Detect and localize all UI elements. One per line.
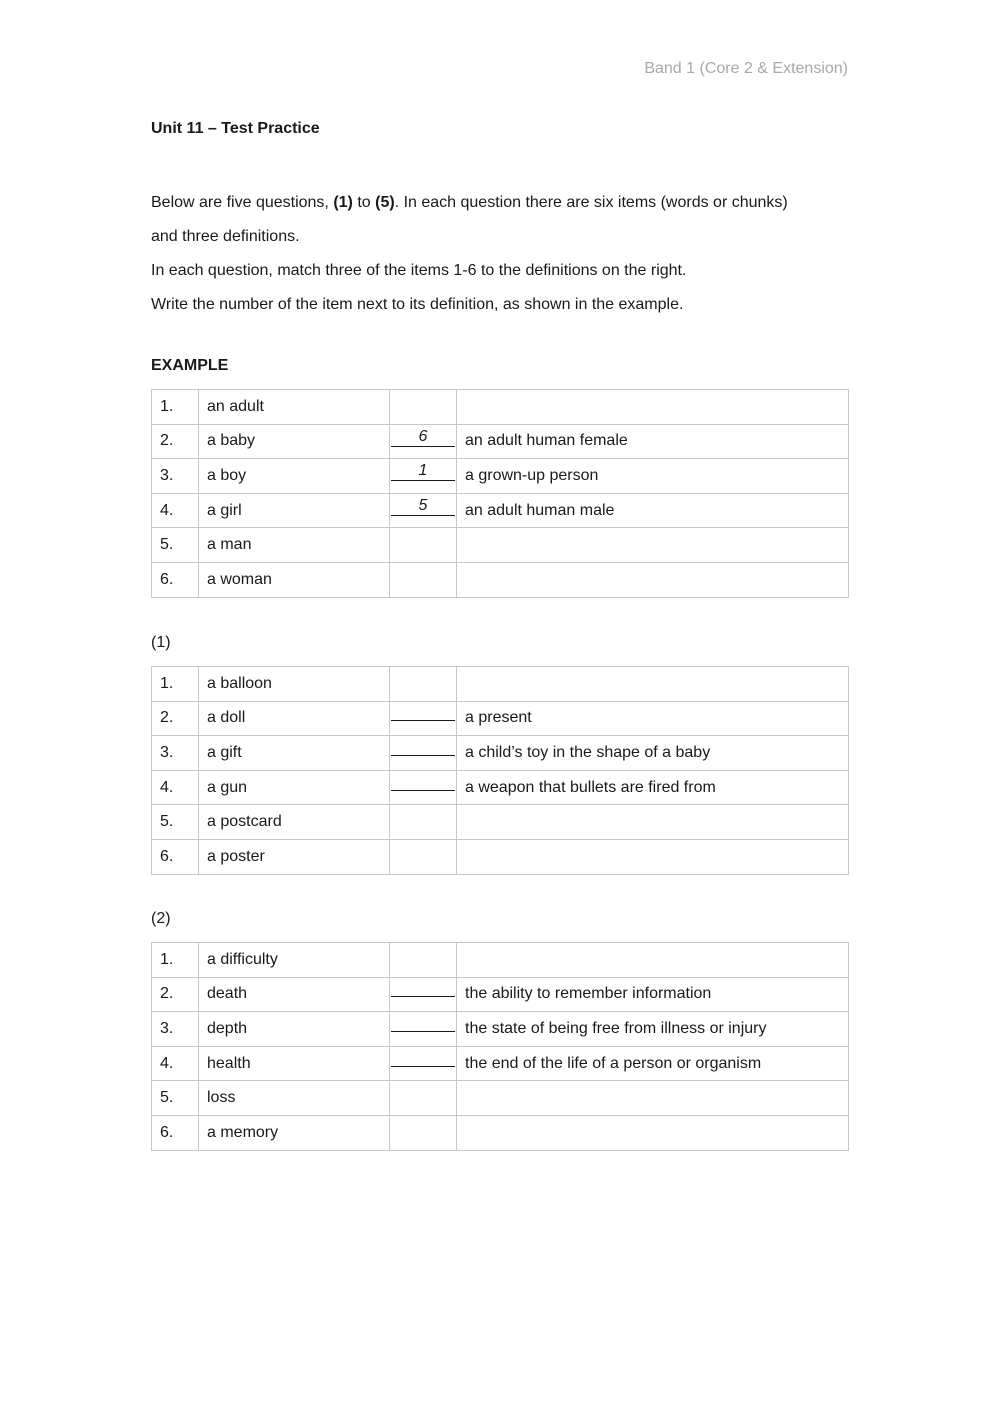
item-text: a gun <box>199 770 390 805</box>
answer-cell <box>390 459 457 494</box>
item-number: 5. <box>152 528 199 563</box>
answer-blank: 6 <box>391 428 455 447</box>
instruction-text: . In each question there are six items (words or chunks) <box>394 194 788 211</box>
table-row <box>152 943 849 978</box>
example-label: EXAMPLE <box>151 357 229 374</box>
answer-cell <box>390 390 457 425</box>
answer-cell <box>390 1046 457 1081</box>
instruction-line-1 <box>151 186 851 220</box>
definition <box>457 1115 849 1150</box>
answer-cell <box>390 562 457 597</box>
item-number: 5. <box>152 1081 199 1116</box>
table-row <box>152 424 849 459</box>
answer-cell <box>390 528 457 563</box>
table-row <box>152 839 849 874</box>
item-number: 3. <box>152 1012 199 1047</box>
item-number: 1. <box>152 943 199 978</box>
definition: a weapon that bullets are fired from <box>457 770 849 805</box>
item-number: 3. <box>152 459 199 494</box>
table-row <box>152 562 849 597</box>
definition: an adult human female <box>457 424 849 459</box>
answer-cell <box>390 977 457 1012</box>
answer-blank[interactable] <box>391 978 455 997</box>
table-row <box>152 528 849 563</box>
instruction-line-3: In each question, match three of the items 1-6 to the definitions on the right. <box>151 262 687 279</box>
item-number: 4. <box>152 1046 199 1081</box>
definition: an adult human male <box>457 493 849 528</box>
definition: a grown-up person <box>457 459 849 494</box>
answer-blank[interactable] <box>391 772 455 791</box>
table-row <box>152 770 849 805</box>
item-number: 6. <box>152 839 199 874</box>
item-number: 5. <box>152 805 199 840</box>
item-number: 1. <box>152 390 199 425</box>
definition <box>457 390 849 425</box>
answer-cell <box>390 943 457 978</box>
definition <box>457 839 849 874</box>
item-text: a man <box>199 528 390 563</box>
answer-cell <box>390 839 457 874</box>
answer-blank: 5 <box>391 497 455 516</box>
definition: a present <box>457 701 849 736</box>
answer-cell <box>390 736 457 771</box>
definition <box>457 667 849 702</box>
item-text: a postcard <box>199 805 390 840</box>
definition <box>457 805 849 840</box>
definition <box>457 528 849 563</box>
item-number: 2. <box>152 977 199 1012</box>
answer-blank[interactable] <box>391 1048 455 1067</box>
example-table <box>151 389 849 598</box>
band-label: Band 1 (Core 2 & Extension) <box>644 60 848 77</box>
item-text: a balloon <box>199 667 390 702</box>
instruction-text: to <box>352 194 376 211</box>
table-row <box>152 977 849 1012</box>
table-row <box>152 667 849 702</box>
instruction-text: Below are five questions, <box>151 194 334 211</box>
answer-cell <box>390 1081 457 1116</box>
item-text: loss <box>199 1081 390 1116</box>
item-text: depth <box>199 1012 390 1047</box>
table-row <box>152 390 849 425</box>
answer-cell <box>390 805 457 840</box>
definition: the state of being free from illness or injury <box>457 1012 849 1047</box>
item-number: 4. <box>152 493 199 528</box>
table-row <box>152 736 849 771</box>
item-number: 2. <box>152 701 199 736</box>
instructions <box>151 186 851 322</box>
item-number: 1. <box>152 667 199 702</box>
answer-cell <box>390 667 457 702</box>
item-text: a memory <box>199 1115 390 1150</box>
item-number: 4. <box>152 770 199 805</box>
item-text: a baby <box>199 424 390 459</box>
definition <box>457 1081 849 1116</box>
answer-cell <box>390 1115 457 1150</box>
table-row <box>152 1081 849 1116</box>
item-text: a gift <box>199 736 390 771</box>
definition: the ability to remember information <box>457 977 849 1012</box>
question-1-label: (1) <box>151 634 171 651</box>
question-2-label: (2) <box>151 910 171 927</box>
answer-cell <box>390 493 457 528</box>
instruction-line-2: and three definitions. <box>151 228 300 245</box>
item-number: 6. <box>152 562 199 597</box>
item-text: a difficulty <box>199 943 390 978</box>
answer-cell <box>390 424 457 459</box>
item-number: 2. <box>152 424 199 459</box>
answer-cell <box>390 701 457 736</box>
answer-blank: 1 <box>391 462 455 481</box>
item-text: health <box>199 1046 390 1081</box>
answer-cell <box>390 770 457 805</box>
definition <box>457 562 849 597</box>
item-text: a poster <box>199 839 390 874</box>
definition: a child’s toy in the shape of a baby <box>457 736 849 771</box>
instruction-line-4: Write the number of the item next to its definition, as shown in the example. <box>151 296 684 313</box>
table-row <box>152 701 849 736</box>
instruction-bold: (5) <box>375 194 395 211</box>
item-text: a woman <box>199 562 390 597</box>
item-number: 3. <box>152 736 199 771</box>
item-number: 6. <box>152 1115 199 1150</box>
table-row <box>152 1115 849 1150</box>
item-text: a doll <box>199 701 390 736</box>
definition: the end of the life of a person or organism <box>457 1046 849 1081</box>
answer-cell <box>390 1012 457 1047</box>
answer-blank[interactable] <box>391 737 455 756</box>
page-title: Unit 11 – Test Practice <box>151 120 320 137</box>
table-row <box>152 805 849 840</box>
table-row <box>152 459 849 494</box>
item-text: a girl <box>199 493 390 528</box>
question-2-table <box>151 942 849 1151</box>
table-row <box>152 1012 849 1047</box>
instruction-bold: (1) <box>333 194 353 211</box>
item-text: an adult <box>199 390 390 425</box>
answer-blank[interactable] <box>391 1013 455 1032</box>
definition <box>457 943 849 978</box>
table-row <box>152 1046 849 1081</box>
item-text: a boy <box>199 459 390 494</box>
item-text: death <box>199 977 390 1012</box>
question-1-table <box>151 666 849 875</box>
table-row <box>152 493 849 528</box>
answer-blank[interactable] <box>391 702 455 721</box>
